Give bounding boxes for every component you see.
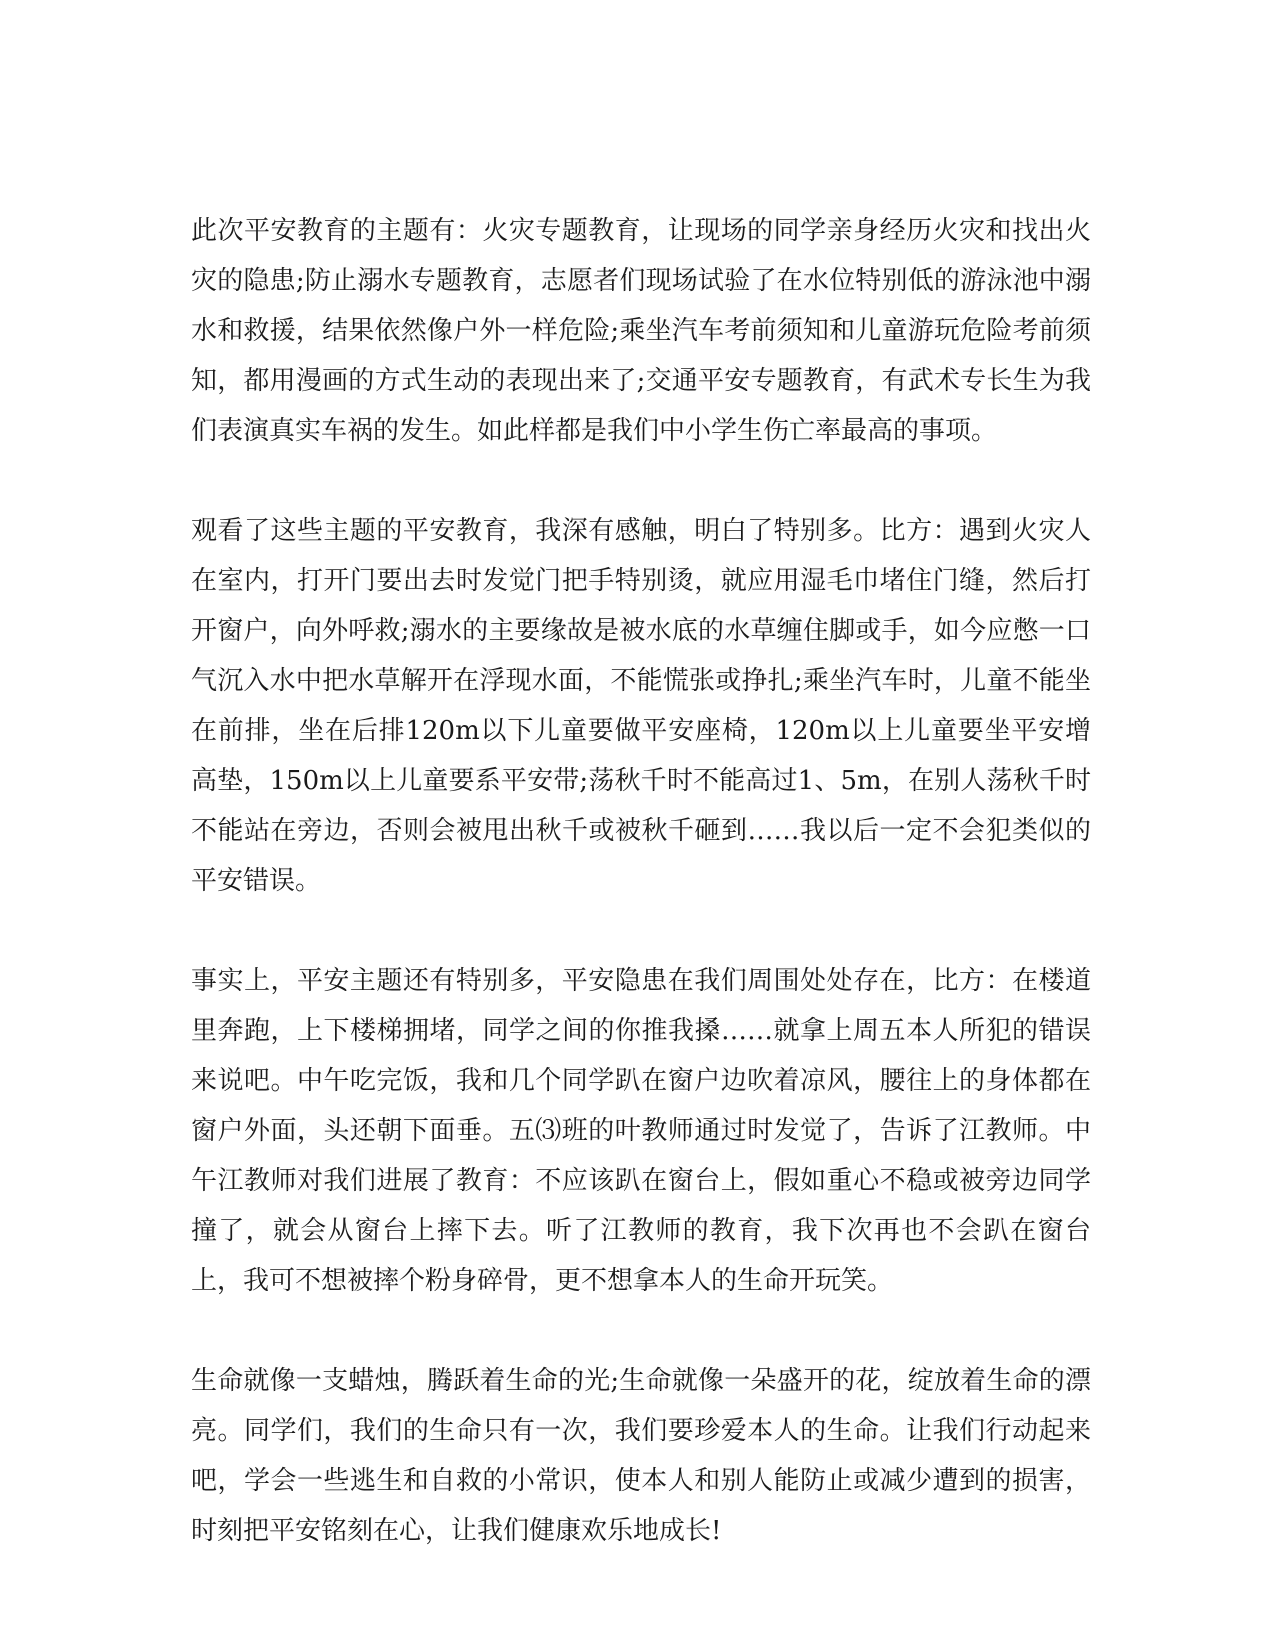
paragraph-lessons-learned: 观看了这些主题的平安教育，我深有感触，明白了特别多。比方：遇到火灾人在室内，打开门要出去时发觉门把手特别烫，就应用湿毛巾堵住门缝，然后打开窗户，向外呼救;溺水的主要缘故是被水底的水草缠住脚或手，如今应憋一口气沉入水中把水草解开在浮现水面，不能慌张或挣扎;乘坐汽车时，儿童不能坐在前排，坐在后排120m以下儿童要做平安座椅，120m以上儿童要坐平安增高垫，150m以上儿童要系平安带;荡秋千时不能高过1、5m，在别人荡秋千时不能站在旁边，否则会被甩出秋千或被秋千砸到……我以后一定不会犯类似的平安错误。 (191, 516, 1091, 896)
paragraph-personal-experience: 事实上，平安主题还有特别多，平安隐患在我们周围处处存在，比方：在楼道里奔跑，上下楼梯拥堵，同学之间的你推我搡……就拿上周五本人所犯的错误来说吧。中午吃完饭，我和几个同学趴在窗户边吹着凉风，腰往上的身体都在窗户外面，头还朝下面垂。五⑶班的叶教师通过时发觉了，告诉了江教师。中午江教师对我们进展了教育：不应该趴在窗台上，假如重心不稳或被旁边同学撞了，就会从窗台上摔下去。听了江教师的教育，我下次再也不会趴在窗台上，我可不想被摔个粉身碎骨，更不想拿本人的生命开玩笑。 (191, 966, 1091, 1296)
paragraph-safety-topics: 此次平安教育的主题有：火灾专题教育，让现场的同学亲身经历火灾和找出火灾的隐患;防止溺水专题教育，志愿者们现场试验了在水位特别低的游泳池中溺水和救援，结果依然像户外一样危险;乘坐汽车考前须知和儿童游玩危险考前须知，都用漫画的方式生动的表现出来了;交通平安专题教育，有武术专长生为我们表演真实车祸的发生。如此样都是我们中小学生伤亡率最高的事项。 (191, 216, 1091, 446)
paragraph-conclusion: 生命就像一支蜡烛，腾跃着生命的光;生命就像一朵盛开的花，绽放着生命的漂亮。同学们，我们的生命只有一次，我们要珍爱本人的生命。让我们行动起来吧，学会一些逃生和自救的小常识，使本人和别人能防止或减少遭到的损害，时刻把平安铭刻在心，让我们健康欢乐地成长! (191, 1366, 1091, 1546)
document-body (191, 206, 1091, 1556)
